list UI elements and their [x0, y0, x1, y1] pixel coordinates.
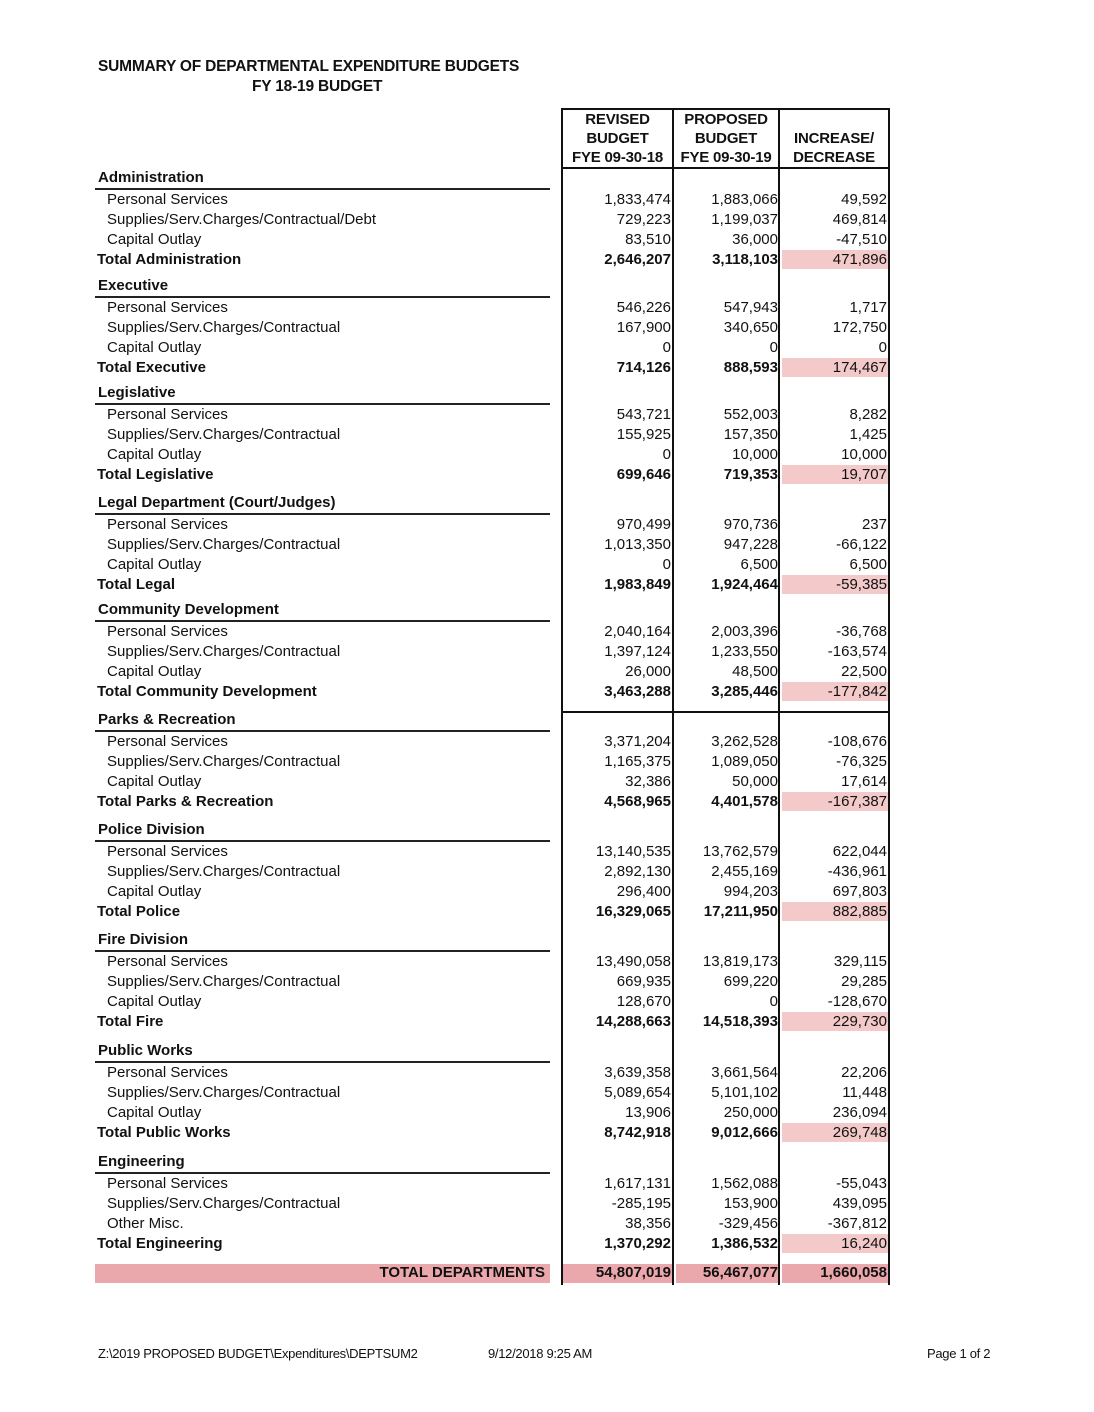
section-heading: Police Division [95, 820, 890, 840]
proposed-value: 1,199,037 [711, 211, 778, 228]
line-item-label: Personal Services [107, 623, 228, 640]
department-section [95, 820, 890, 922]
section-total-row [95, 1234, 890, 1254]
section-total-row [95, 902, 890, 922]
proposed-value: 5,101,102 [711, 1084, 778, 1101]
line-item-row [95, 445, 890, 465]
revised-value: 38,356 [625, 1215, 671, 1232]
change-value: 11,448 [842, 1084, 887, 1101]
revised-value: 83,510 [625, 231, 671, 248]
department-section [95, 930, 890, 1032]
section-total-label: Total Legislative [97, 466, 214, 483]
line-item-row [95, 318, 890, 338]
proposed-value: 547,943 [723, 299, 778, 316]
grand-total-label: TOTAL DEPARTMENTS [379, 1264, 545, 1281]
document-title: SUMMARY OF DEPARTMENTAL EXPENDITURE BUDGETS [98, 58, 520, 75]
section-total-row [95, 682, 890, 702]
section-total-label: Total Public Works [97, 1124, 231, 1141]
header-line: PROPOSED [684, 111, 768, 128]
change-value: 697,803 [832, 883, 887, 900]
proposed-value: 48,500 [732, 663, 778, 680]
change-value: 8,282 [849, 406, 887, 423]
line-item-row [95, 882, 890, 902]
revised-value: 32,386 [625, 773, 671, 790]
department-section [95, 710, 890, 812]
line-item-label: Supplies/Serv.Charges/Contractual [107, 536, 341, 553]
change-value: 6,500 [849, 556, 887, 573]
line-item-label: Supplies/Serv.Charges/Contractual [107, 426, 341, 443]
line-item-label: Supplies/Serv.Charges/Contractual [107, 1195, 341, 1212]
revised-value: 669,935 [616, 973, 671, 990]
section-total-label: Total Fire [97, 1013, 164, 1030]
revised-value: 0 [662, 446, 671, 463]
line-item-row [95, 1103, 890, 1123]
revised-total: 699,646 [616, 466, 671, 483]
line-item-label: Personal Services [107, 299, 228, 316]
section-heading: Executive [95, 276, 890, 296]
change-value: 29,285 [841, 973, 887, 990]
section-heading: Community Development [95, 600, 890, 620]
section-heading: Legislative [95, 383, 890, 403]
grand-total-proposed: 56,467,077 [702, 1264, 778, 1281]
revised-value: 729,223 [616, 211, 671, 228]
section-total-label: Total Police [97, 903, 181, 920]
line-item-label: Capital Outlay [107, 773, 202, 790]
header-line: BUDGET [586, 130, 649, 147]
revised-value: 2,892,130 [604, 863, 671, 880]
change-value: -108,676 [827, 733, 887, 750]
change-value: -47,510 [836, 231, 887, 248]
line-item-label: Supplies/Serv.Charges/Contractual [107, 643, 341, 660]
section-total-label: Total Engineering [97, 1235, 223, 1252]
change-value: 17,614 [841, 773, 887, 790]
line-item-row [95, 622, 890, 642]
revised-value: 5,089,654 [604, 1084, 671, 1101]
change-total: 471,896 [832, 251, 887, 268]
column-header-change [780, 110, 888, 167]
change-value: 22,206 [841, 1064, 887, 1081]
header-line: FYE 09-30-19 [680, 149, 772, 166]
revised-value: 155,925 [616, 426, 671, 443]
line-item-label: Personal Services [107, 406, 228, 423]
revised-total: 1,983,849 [604, 576, 671, 593]
document-subtitle: FY 18-19 BUDGET [252, 78, 383, 95]
change-value: 1,717 [849, 299, 887, 316]
section-total-row [95, 465, 890, 485]
proposed-value: 13,819,173 [702, 953, 778, 970]
change-total: 16,240 [841, 1235, 887, 1252]
change-value: 0 [878, 339, 887, 356]
line-item-row [95, 1083, 890, 1103]
section-total-row [95, 250, 890, 270]
line-item-label: Personal Services [107, 733, 228, 750]
change-value: 622,044 [832, 843, 887, 860]
proposed-value: 2,455,169 [711, 863, 778, 880]
line-item-label: Capital Outlay [107, 1104, 202, 1121]
section-total-label: Total Community Development [97, 683, 317, 700]
department-section [95, 493, 890, 595]
proposed-value: 1,233,550 [711, 643, 778, 660]
line-item-row [95, 752, 890, 772]
revised-total: 1,370,292 [604, 1235, 671, 1252]
proposed-value: 0 [769, 993, 778, 1010]
line-item-row [95, 662, 890, 682]
line-item-row [95, 298, 890, 318]
section-heading: Engineering [95, 1152, 890, 1172]
change-total: 229,730 [832, 1013, 887, 1030]
revised-total: 16,329,065 [595, 903, 671, 920]
revised-value: 167,900 [616, 319, 671, 336]
line-item-label: Capital Outlay [107, 663, 202, 680]
footer-file-path: Z:\2019 PROPOSED BUDGET\Expenditures\DEPTSUM2 [98, 1346, 418, 1361]
change-value: -66,122 [836, 536, 887, 553]
proposed-value: 340,650 [723, 319, 778, 336]
proposed-value: 1,562,088 [711, 1175, 778, 1192]
revised-value: -285,195 [611, 1195, 671, 1212]
revised-total: 3,463,288 [604, 683, 671, 700]
revised-value: 1,165,375 [604, 753, 671, 770]
revised-total: 2,646,207 [604, 251, 671, 268]
proposed-total: 14,518,393 [702, 1013, 778, 1030]
section-heading: Legal Department (Court/Judges) [95, 493, 890, 513]
proposed-value: 157,350 [723, 426, 778, 443]
section-heading: Fire Division [95, 930, 890, 950]
line-item-row [95, 732, 890, 752]
line-item-row [95, 972, 890, 992]
proposed-value: 0 [769, 339, 778, 356]
department-section [95, 1152, 890, 1254]
line-item-label: Personal Services [107, 516, 228, 533]
revised-value: 296,400 [616, 883, 671, 900]
proposed-total: 9,012,666 [711, 1124, 778, 1141]
line-item-label: Supplies/Serv.Charges/Contractual/Debt [107, 211, 377, 228]
change-value: 10,000 [841, 446, 887, 463]
proposed-value: 699,220 [723, 973, 778, 990]
change-total: 19,707 [841, 466, 887, 483]
line-item-label: Personal Services [107, 1064, 228, 1081]
proposed-total: 719,353 [723, 466, 778, 483]
proposed-value: 36,000 [732, 231, 778, 248]
line-item-row [95, 1214, 890, 1234]
revised-value: 1,013,350 [604, 536, 671, 553]
proposed-value: 153,900 [723, 1195, 778, 1212]
proposed-value: 13,762,579 [702, 843, 778, 860]
line-item-row [95, 1174, 890, 1194]
line-item-label: Personal Services [107, 191, 228, 208]
change-total: -177,842 [827, 683, 887, 700]
change-value: 329,115 [833, 953, 887, 970]
department-section [95, 1041, 890, 1143]
proposed-value: 552,003 [723, 406, 778, 423]
change-value: -367,812 [827, 1215, 887, 1232]
line-item-label: Supplies/Serv.Charges/Contractual [107, 319, 341, 336]
proposed-value: 250,000 [723, 1104, 778, 1121]
line-item-row [95, 190, 890, 210]
section-heading: Public Works [95, 1041, 890, 1061]
line-item-row [95, 1194, 890, 1214]
department-section [95, 383, 890, 485]
change-value: 172,750 [832, 319, 887, 336]
change-total: 269,748 [832, 1124, 887, 1141]
change-value: 439,095 [832, 1195, 887, 1212]
proposed-value: 2,003,396 [711, 623, 778, 640]
proposed-value: 1,883,066 [711, 191, 778, 208]
revised-total: 4,568,965 [604, 793, 671, 810]
revised-total: 14,288,663 [595, 1013, 671, 1030]
section-total-label: Total Executive [97, 359, 206, 376]
change-value: 49,592 [841, 191, 887, 208]
change-total: -59,385 [836, 576, 887, 593]
line-item-row [95, 338, 890, 358]
proposed-total: 888,593 [723, 359, 778, 376]
section-heading: Parks & Recreation [95, 710, 890, 730]
revised-value: 0 [662, 556, 671, 573]
change-value: -55,043 [836, 1175, 887, 1192]
revised-value: 1,833,474 [604, 191, 671, 208]
line-item-row [95, 772, 890, 792]
change-value: 22,500 [841, 663, 887, 680]
proposed-value: 1,089,050 [711, 753, 778, 770]
line-item-label: Supplies/Serv.Charges/Contractual [107, 863, 341, 880]
line-item-label: Capital Outlay [107, 231, 202, 248]
line-item-row [95, 425, 890, 445]
revised-value: 13,490,058 [595, 953, 671, 970]
grand-total-row [95, 1263, 890, 1283]
revised-value: 1,617,131 [604, 1175, 671, 1192]
proposed-value: 970,736 [723, 516, 778, 533]
revised-total: 8,742,918 [604, 1124, 671, 1141]
section-heading: Administration [95, 168, 890, 188]
line-item-row [95, 405, 890, 425]
revised-value: 2,040,164 [604, 623, 671, 640]
footer-page-number: Page 1 of 2 [927, 1346, 991, 1361]
line-item-label: Personal Services [107, 953, 228, 970]
revised-value: 1,397,124 [604, 643, 671, 660]
revised-value: 546,226 [616, 299, 671, 316]
proposed-value: 3,262,528 [711, 733, 778, 750]
change-total: 174,467 [832, 359, 887, 376]
line-item-row [95, 535, 890, 555]
line-item-label: Supplies/Serv.Charges/Contractual [107, 973, 341, 990]
change-value: -128,670 [827, 993, 887, 1010]
line-item-row [95, 992, 890, 1012]
line-item-label: Other Misc. [107, 1215, 184, 1232]
line-item-row [95, 230, 890, 250]
proposed-value: 994,203 [723, 883, 778, 900]
proposed-total: 3,285,446 [711, 683, 778, 700]
revised-value: 543,721 [616, 406, 671, 423]
revised-value: 128,670 [616, 993, 671, 1010]
section-total-row [95, 792, 890, 812]
header-line: INCREASE/ [794, 130, 874, 147]
change-value: -163,574 [827, 643, 887, 660]
change-value: 237 [861, 516, 887, 533]
header-line: DECREASE [793, 149, 875, 166]
line-item-label: Capital Outlay [107, 993, 202, 1010]
grand-total-revised: 54,807,019 [595, 1264, 671, 1281]
proposed-value: 947,228 [723, 536, 778, 553]
department-section [95, 600, 890, 702]
line-item-row [95, 1063, 890, 1083]
revised-value: 26,000 [625, 663, 671, 680]
proposed-value: 50,000 [732, 773, 778, 790]
section-total-label: Total Administration [97, 251, 242, 268]
proposed-value: 3,661,564 [711, 1064, 778, 1081]
footer-datetime: 9/12/2018 9:25 AM [488, 1346, 593, 1361]
section-total-row [95, 1123, 890, 1143]
revised-value: 13,140,535 [595, 843, 671, 860]
header-line: BUDGET [694, 130, 758, 147]
line-item-label: Capital Outlay [107, 883, 202, 900]
change-value: -36,768 [836, 623, 887, 640]
proposed-total: 3,118,103 [712, 251, 778, 268]
line-item-label: Capital Outlay [107, 556, 202, 573]
grand-total-change: 1,660,058 [820, 1264, 887, 1281]
change-value: -76,325 [836, 753, 887, 770]
header-line: FYE 09-30-18 [572, 149, 663, 166]
revised-total: 714,126 [616, 359, 671, 376]
proposed-value: 6,500 [740, 556, 778, 573]
line-item-row [95, 642, 890, 662]
column-header-proposed [674, 110, 778, 167]
line-item-label: Supplies/Serv.Charges/Contractual [107, 753, 341, 770]
section-total-row [95, 1012, 890, 1032]
header-line: REVISED [585, 111, 650, 128]
proposed-total: 17,211,950 [703, 903, 778, 920]
line-item-row [95, 210, 890, 230]
line-item-label: Capital Outlay [107, 339, 202, 356]
line-item-label: Personal Services [107, 843, 228, 860]
line-item-row [95, 862, 890, 882]
change-value: 469,814 [832, 211, 887, 228]
proposed-total: 1,386,532 [711, 1235, 778, 1252]
line-item-label: Supplies/Serv.Charges/Contractual [107, 1084, 341, 1101]
proposed-total: 1,924,464 [711, 576, 778, 593]
department-section [95, 276, 890, 378]
line-item-row [95, 555, 890, 575]
proposed-total: 4,401,578 [711, 793, 778, 810]
section-total-label: Total Legal [97, 576, 176, 593]
change-value: 236,094 [832, 1104, 887, 1121]
revised-value: 13,906 [625, 1104, 671, 1121]
section-total-row [95, 575, 890, 595]
change-total: -167,387 [827, 793, 887, 810]
line-item-label: Personal Services [107, 1175, 228, 1192]
section-total-row [95, 358, 890, 378]
change-total: 882,885 [832, 903, 887, 920]
line-item-row [95, 842, 890, 862]
line-item-row [95, 515, 890, 535]
section-total-label: Total Parks & Recreation [97, 793, 274, 810]
department-section [95, 168, 890, 270]
proposed-value: 10,000 [732, 446, 778, 463]
revised-value: 970,499 [616, 516, 671, 533]
revised-value: 0 [662, 339, 671, 356]
change-value: -436,961 [827, 863, 887, 880]
column-header-revised [563, 110, 672, 167]
revised-value: 3,639,358 [604, 1064, 671, 1081]
line-item-row [95, 952, 890, 972]
change-value: 1,425 [849, 426, 887, 443]
line-item-label: Capital Outlay [107, 446, 202, 463]
proposed-value: -329,456 [718, 1215, 778, 1232]
revised-value: 3,371,204 [604, 733, 671, 750]
